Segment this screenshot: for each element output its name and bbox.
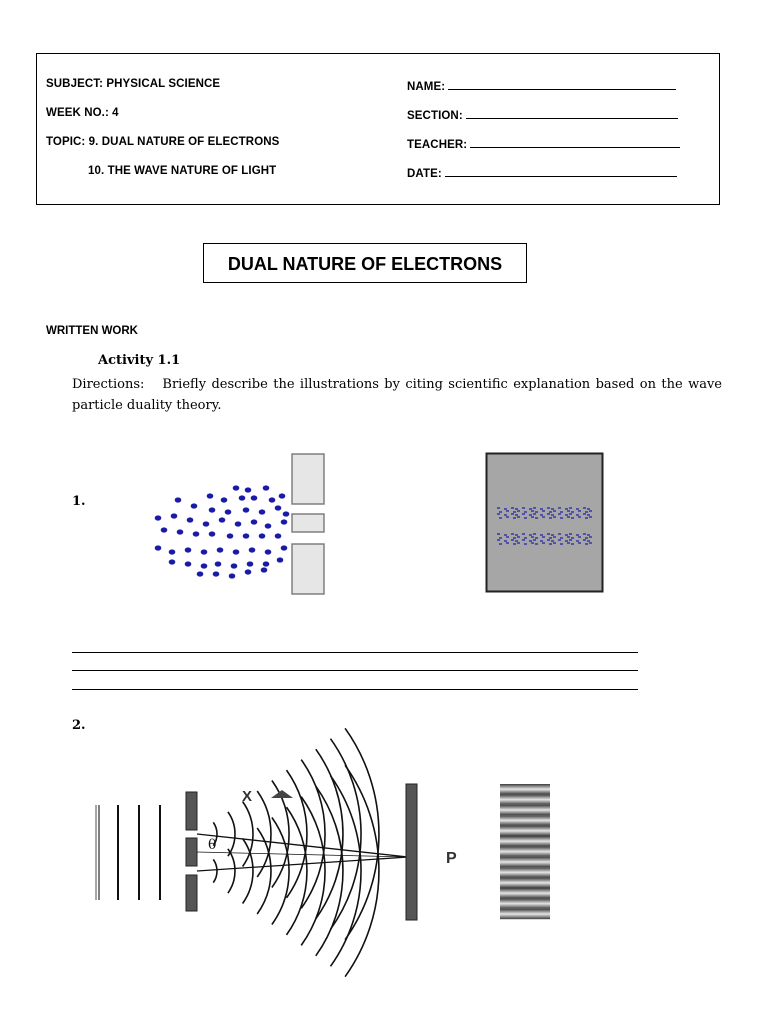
- fringe-band: [500, 878, 550, 888]
- electron-dot: [175, 497, 182, 502]
- electron-dot: [193, 531, 200, 536]
- electron-dot: [233, 485, 240, 490]
- slit-barrier-middle: [292, 514, 324, 532]
- wave-arc: [301, 797, 325, 946]
- section-blank[interactable]: [466, 107, 678, 119]
- electron-dot: [249, 547, 256, 552]
- subject-field: [46, 78, 220, 90]
- electron-dot: [213, 571, 220, 576]
- electron-dot: [177, 529, 184, 534]
- electron-dot: [275, 505, 282, 510]
- date-field: [407, 165, 677, 180]
- electron-dot: [259, 509, 266, 514]
- topic-field: [46, 136, 279, 148]
- subject-label: SUBJECT:: [46, 78, 104, 90]
- topic-label: TOPIC:: [46, 136, 86, 148]
- directions-paragraph: [72, 374, 722, 416]
- double-slit-barrier: [186, 792, 197, 911]
- electron-dot: [231, 563, 238, 568]
- diffracted-wavefronts: [213, 728, 379, 976]
- electron-dot: [207, 493, 214, 498]
- wave-arc: [272, 818, 289, 925]
- fringe-band: [500, 857, 550, 867]
- electron-dot: [191, 503, 198, 508]
- detection-screen: [487, 454, 603, 592]
- fringe-band: [500, 846, 550, 856]
- electron-dot: [239, 495, 246, 500]
- electron-dot: [281, 519, 288, 524]
- projection-screen: [406, 784, 417, 920]
- interference-fringes: [500, 784, 550, 919]
- electron-dot: [209, 531, 216, 536]
- fringe-band: [500, 867, 550, 877]
- electron-dot: [219, 517, 226, 522]
- electron-dot: [171, 513, 178, 518]
- electron-dot: [227, 533, 234, 538]
- up-arrow-icon: [271, 790, 293, 798]
- p-label: P: [446, 850, 457, 867]
- name-blank[interactable]: [448, 78, 676, 90]
- electron-dot: [261, 567, 268, 572]
- week-value: 4: [112, 107, 119, 119]
- electron-dot: [169, 549, 176, 554]
- electron-dot: [201, 563, 208, 568]
- fringe-band: [500, 836, 550, 846]
- activity-heading: Activity 1.1: [98, 353, 181, 368]
- electron-dot: [265, 523, 272, 528]
- fringe-band: [500, 888, 550, 898]
- x-label: X: [242, 788, 253, 805]
- item-number-2: 2.: [72, 718, 86, 733]
- electron-dot: [245, 569, 252, 574]
- electron-dot: [275, 533, 282, 538]
- electron-dot: [221, 497, 228, 502]
- figure-2-double-slit-diagram: [90, 780, 560, 930]
- directions-text: Briefly describe the illustrations by citing scientific explanation based on the wave particle duality theory.: [72, 377, 722, 413]
- electron-dot: [155, 515, 162, 520]
- electron-dot: [197, 571, 204, 576]
- fringe-band: [500, 826, 550, 836]
- slit-barrier-bottom: [292, 544, 324, 594]
- electron-dot: [185, 561, 192, 566]
- topic-value: 9. DUAL NATURE OF ELECTRONS: [88, 136, 280, 148]
- fringe-band: [500, 898, 550, 908]
- electron-dot: [251, 519, 258, 524]
- answer-line-1[interactable]: [72, 652, 638, 653]
- electron-dot: [215, 561, 222, 566]
- teacher-label: TEACHER:: [407, 139, 468, 151]
- electron-dot: [233, 549, 240, 554]
- electron-dot: [229, 573, 236, 578]
- date-blank[interactable]: [445, 165, 677, 177]
- teacher-field: [407, 136, 680, 151]
- theta-label: θ: [208, 837, 217, 853]
- electron-dot: [245, 487, 252, 492]
- electron-dot: [203, 521, 210, 526]
- electron-dot: [169, 559, 176, 564]
- electron-dot: [259, 533, 266, 538]
- electron-dot: [235, 521, 242, 526]
- wave-arc: [287, 770, 307, 898]
- fringe-band: [500, 909, 550, 919]
- week-field: [46, 107, 119, 119]
- electron-dot: [281, 545, 288, 550]
- electron-dot: [277, 557, 284, 562]
- electron-dot: [201, 549, 208, 554]
- answer-line-3[interactable]: [72, 689, 638, 690]
- wave-arc: [345, 728, 379, 939]
- electron-dot: [161, 527, 168, 532]
- electron-dot: [247, 561, 254, 566]
- name-label: NAME:: [407, 81, 446, 93]
- section-field: [407, 107, 678, 122]
- wave-arc: [345, 765, 379, 976]
- fringe-band: [500, 805, 550, 815]
- written-work-heading: WRITTEN WORK: [46, 325, 138, 337]
- fringe-band: [500, 815, 550, 825]
- directions-label: Directions:: [72, 377, 145, 392]
- electron-dot: [243, 533, 250, 538]
- name-field: [407, 78, 676, 93]
- electron-dot: [187, 517, 194, 522]
- incident-wavefronts: [96, 805, 160, 900]
- wave-arc: [257, 791, 271, 877]
- page-title: DUAL NATURE OF ELECTRONS: [203, 243, 527, 283]
- electron-dot: [155, 545, 162, 550]
- topic2-field: [88, 165, 276, 177]
- electron-dot: [263, 561, 270, 566]
- electron-particles: [155, 485, 290, 578]
- electron-dot: [209, 507, 216, 512]
- electron-dot: [217, 547, 224, 552]
- item-number-1: 1.: [72, 494, 86, 509]
- week-label: WEEK NO.:: [46, 107, 109, 119]
- figure-1-detection-screen: [485, 452, 607, 594]
- electron-dot: [269, 497, 276, 502]
- electron-dot: [185, 547, 192, 552]
- date-label: DATE:: [407, 168, 442, 180]
- electron-dot: [225, 509, 232, 514]
- figure-1-particles-slit: [150, 452, 330, 602]
- fringe-band: [500, 784, 550, 794]
- answer-line-2[interactable]: [72, 670, 638, 671]
- section-label: SECTION:: [407, 110, 463, 122]
- electron-dot: [251, 495, 258, 500]
- electron-dot: [279, 493, 286, 498]
- wave-arc: [213, 859, 217, 882]
- subject-value: PHYSICAL SCIENCE: [106, 78, 221, 90]
- electron-dot: [265, 549, 272, 554]
- electron-dot: [243, 507, 250, 512]
- electron-dot: [263, 485, 270, 490]
- topic2-value: 10. THE WAVE NATURE OF LIGHT: [88, 165, 277, 177]
- teacher-blank[interactable]: [470, 136, 680, 148]
- electron-dot: [283, 511, 290, 516]
- fringe-band: [500, 794, 550, 804]
- header-info-box: [36, 53, 720, 205]
- slit-barrier-top: [292, 454, 324, 504]
